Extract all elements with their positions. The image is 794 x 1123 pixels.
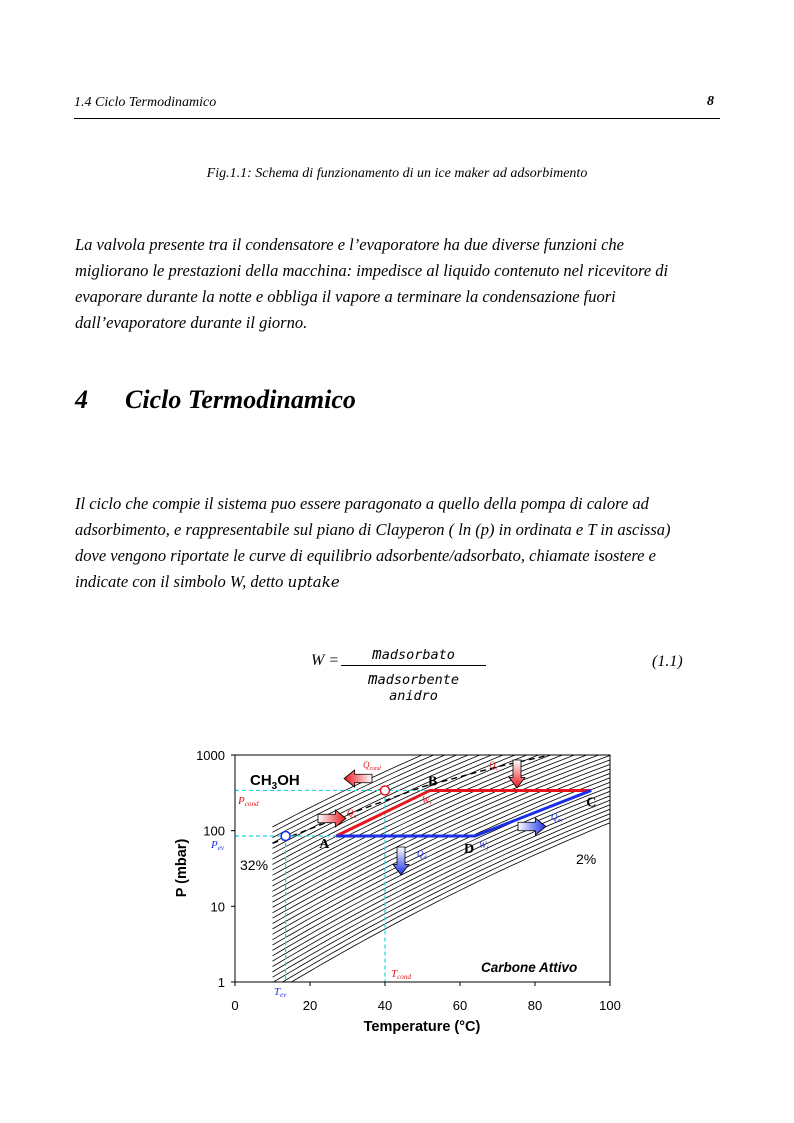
paragraph-line: migliorano le prestazioni della macchina: impedisce al liquido contenuto nel ricevitore di: [75, 261, 669, 280]
numerator-subscript: adsorbato: [381, 647, 455, 663]
paragraph-line-text: indicate con il simbolo W, detto: [75, 572, 288, 591]
page-header: [74, 94, 720, 119]
q-a-label: $Q_a$: [347, 808, 357, 820]
chart-svg: [160, 740, 660, 1040]
paragraph-line: dall’evaporatore durante il giorno.: [75, 313, 308, 332]
x-tick-label: 100: [599, 998, 621, 1013]
substance-rest: OH: [277, 772, 300, 789]
paragraph-valve: [75, 232, 715, 336]
t-ev-label: Tev: [274, 986, 287, 999]
paragraph-line: [75, 569, 715, 595]
equation-lhs: W =: [311, 652, 340, 669]
clapeyron-diagram: [160, 740, 660, 1045]
running-section-title: 1.4 Ciclo Termodinamico: [74, 95, 217, 110]
y-tick-label: 1000: [196, 748, 225, 763]
equation-uptake: [0, 640, 794, 704]
substance-label: [250, 772, 300, 792]
figure-caption: Fig.1.1: Schema di funzionamento di un ice maker ad adsorbimento: [206, 166, 588, 181]
page-number: 8: [707, 94, 714, 109]
x-tick-label: 40: [377, 998, 393, 1013]
q-ev-label: $Q_{ev}$: [551, 812, 563, 824]
paragraph-line: La valvola presente tra il condensatore e l’evaporatore ha due diverse funzioni che: [75, 235, 624, 254]
denominator-symbol: m: [368, 669, 378, 688]
adsorbent-label: Carbone Attivo: [481, 960, 578, 975]
state-marker: [281, 832, 290, 841]
uptake-min-label: 2%: [576, 851, 597, 867]
substance-main: CH: [250, 772, 272, 789]
t-cond-label: Tcond: [391, 968, 412, 981]
q-c-label: $Q_c$: [489, 760, 499, 772]
denominator-subscript: adsorbente anidro: [377, 672, 459, 704]
isostere-curves: [273, 740, 611, 993]
state-marker: [381, 786, 390, 795]
paragraph-line: adsorbimento, e rappresentabile sul piano di Clayperon ( ln (p) in ordinata e T in ascissa): [75, 520, 671, 539]
w-f-label: $W_f$: [479, 840, 489, 852]
p-cond-label: Pcond: [238, 795, 259, 808]
uptake-max-label: 32%: [240, 857, 269, 873]
equation-numerator: [341, 644, 486, 666]
equation-number: (1.1): [652, 653, 683, 670]
q-d-label: $Q_d$: [417, 849, 427, 861]
section-number: 4: [75, 385, 88, 414]
section-heading: [75, 385, 356, 415]
q-cond-label: $Q_{cond}$: [363, 760, 381, 772]
paragraph-line: evaporare durante la notte e obbliga il vapore a terminare la condensazione fuori: [75, 287, 616, 306]
p-ev-label: Pev: [211, 839, 225, 852]
q-d-arrow: [393, 847, 409, 875]
paragraph-line: Il ciclo che compie il sistema puo essere paragonato a quello della pompa di calore ad: [75, 494, 649, 513]
y-tick-label: 100: [203, 823, 225, 839]
numerator-symbol: m: [372, 644, 382, 663]
x-tick-label: 0: [231, 998, 239, 1013]
x-tick-label: 60: [452, 998, 468, 1013]
substance-sub: 3: [271, 781, 278, 792]
x-tick-label: 20: [302, 998, 318, 1013]
paragraph-line: dove vengono riportate le curve di equilibrio adsorbente/adsorbato, chiamate isostere e: [75, 546, 656, 565]
w-r-label: $W_r$: [422, 795, 432, 807]
x-tick-label: 80: [527, 998, 543, 1013]
y-tick-label: 10: [210, 899, 225, 915]
point-label-D: D: [464, 842, 475, 858]
point-label-B: B: [428, 774, 438, 790]
y-axis-label: P (mbar): [174, 838, 190, 898]
y-tick-label: 1: [217, 975, 225, 990]
paragraph-cycle: [75, 491, 715, 595]
point-label-A: A: [319, 837, 330, 853]
x-axis-label: Temperature (°C): [363, 1019, 481, 1035]
uptake-term: uptake: [287, 573, 340, 591]
section-title: Ciclo Termodinamico: [125, 385, 356, 414]
equation-denominator: [341, 666, 486, 704]
point-label-C: C: [586, 795, 597, 811]
equation-fraction: [341, 644, 486, 704]
